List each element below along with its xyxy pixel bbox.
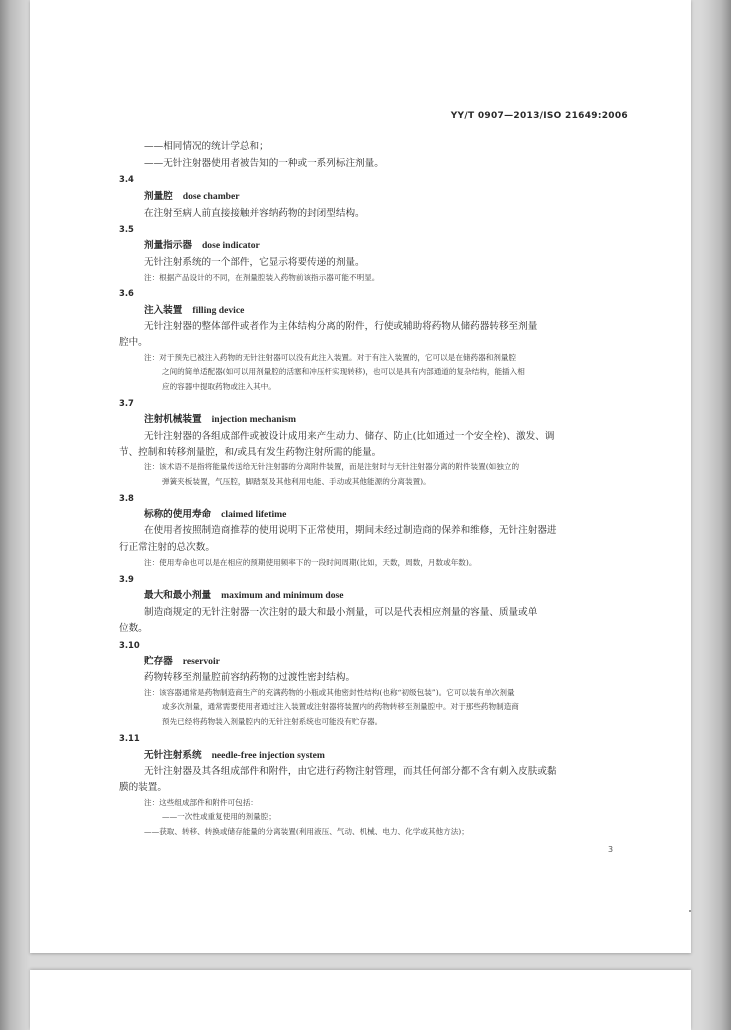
note: 或多次剂量，通常需要使用者通过注入装置或注射器将装置内的药物转移至剂量腔中。对于那些药物制造商 (162, 702, 519, 711)
note: 注：使用寿命也可以是在相应的预期使用频率下的一段时间周期(比如，天数，周数，月数或年数)。 (144, 558, 477, 567)
definition: 无针注射器的整体部件或者作为主体结构分离的附件，行使或辅助将药物从储药器转移至剂量 (144, 321, 538, 332)
term-zh: 无针注射系统 (144, 750, 202, 761)
term-heading (144, 749, 325, 762)
note: 注：该术语不是指将能量传送给无针注射器的分离附件装置，而是注射时与无针注射器分离的附件装置(如独立的 (144, 462, 520, 471)
definition: 制造商规定的无针注射器一次注射的最大和最小剂量，可以是代表相应剂量的容量、质量或单 (144, 607, 538, 618)
term-heading (144, 304, 244, 317)
term-en: dose chamber (182, 191, 240, 202)
term-heading (144, 190, 240, 203)
term-heading (144, 508, 286, 521)
term-en: needle-free injection system (211, 750, 325, 761)
definition: 位数。 (119, 623, 148, 634)
term-zh: 剂量腔 (144, 191, 173, 202)
term-zh: 贮存器 (144, 656, 173, 667)
section-number: 3.5 (119, 224, 134, 234)
note: 之间的简单适配器(如可以用剂量腔的活塞和冲压杆实现转移)，也可以是具有内部通道的复杂结构，能插入相 (162, 367, 525, 376)
note: ——一次性或重复使用的剂量腔； (162, 812, 276, 821)
document-page (30, 0, 691, 953)
note: ——获取、转移、转换或储存能量的分离装置(利用液压、气动、机械、电力、化学或其他方法)； (144, 827, 469, 836)
term-zh: 剂量指示器 (144, 240, 192, 251)
standard-header: YY/T 0907—2013/ISO 21649:2006 (450, 111, 628, 121)
term-heading (144, 589, 344, 602)
term-en: filling device (192, 305, 245, 316)
definition: 无针注射系统的一个部件，它显示将要传递的剂量。 (144, 257, 365, 268)
note: 注：这些组成部件和附件可包括： (144, 798, 258, 807)
definition: 在注射至病人前直接接触并容纳药物的封闭型结构。 (144, 208, 365, 219)
term-heading (144, 655, 220, 668)
term-en: maximum and minimum dose (221, 590, 344, 601)
term-zh: 注入装置 (144, 305, 183, 316)
note: 弹簧夹板装置，气压腔，脚踏泵及其他利用电能、手动或其他能源的分离装置)。 (162, 477, 431, 486)
definition: 行正常注射的总次数。 (119, 542, 215, 553)
section-number: 3.10 (119, 640, 140, 650)
note: 应的容器中提取药物或注入其中。 (162, 382, 276, 391)
definition: 节、控制和转移剂量腔，和/或具有发生药物注射所需的能量。 (119, 447, 382, 458)
section-number: 3.6 (119, 288, 134, 298)
term-en: reservoir (182, 656, 220, 667)
term-heading (144, 239, 260, 252)
definition: 无针注射器的各组成部件或被设计成用来产生动力、储存、防止(比如通过一个安全栓)、激发、调 (144, 431, 555, 442)
text-line: ——相同情况的统计学总和； (144, 141, 269, 152)
term-en: claimed lifetime (221, 509, 287, 520)
section-number: 3.8 (119, 493, 134, 503)
section-number: 3.7 (119, 398, 134, 408)
term-en: dose indicator (201, 240, 260, 251)
definition: 膜的装置。 (119, 782, 167, 793)
note: 注：根据产品设计的不同，在剂量腔装入药物前该指示器可能不明显。 (144, 273, 380, 282)
definition: 腔中。 (119, 337, 148, 348)
definition: 药物转移至剂量腔前容纳药物的过渡性密封结构。 (144, 672, 356, 683)
section-number: 3.11 (119, 733, 140, 743)
definition: 无针注射器及其各组成部件和附件，由它进行药物注射管理，而其任何部分都不含有刺入皮肤或黏 (144, 766, 557, 777)
section-number: 3.4 (119, 174, 134, 184)
text-line: ——无针注射器使用者被告知的一种或一系列标注剂量。 (144, 158, 384, 169)
section-number: 3.9 (119, 574, 134, 584)
note: 注：该容器通常是药物制造商生产的充满药物的小瓶或其他密封性结构(也称“初级包装”)。它可以装有单次剂量 (144, 688, 515, 697)
term-en: injection mechanism (211, 414, 297, 425)
term-zh: 注射机械装置 (144, 414, 202, 425)
term-heading (144, 413, 296, 426)
page-number: 3 (608, 845, 614, 854)
note: 注：对于预先已被注入药物的无针注射器可以没有此注入装置。对于有注入装置的，它可以是在储药器和剂量腔 (144, 353, 517, 362)
note: 预先已经将药物装入剂量腔内的无针注射系统也可能没有贮存器。 (162, 717, 383, 726)
definition: 在使用者按照制造商推荐的使用说明下正常使用，期间未经过制造商的保养和维修，无针注射器进 (144, 525, 557, 536)
scan-speck (689, 910, 691, 912)
term-zh: 最大和最小剂量 (144, 590, 212, 601)
term-zh: 标称的使用寿命 (144, 509, 212, 520)
next-page (30, 970, 691, 1030)
